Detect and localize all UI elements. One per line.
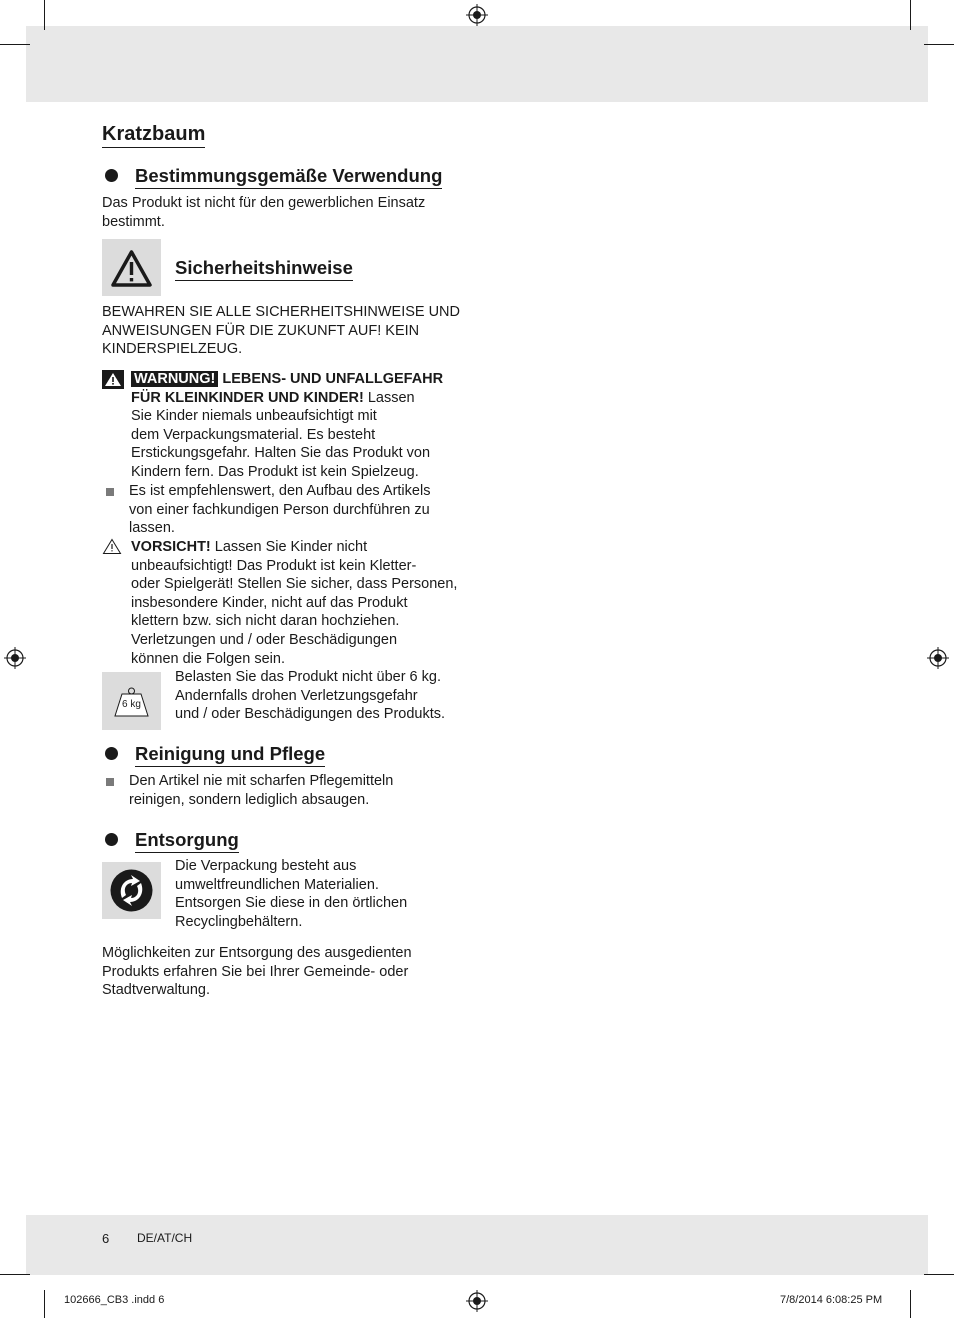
- crop-mark: [910, 0, 911, 30]
- section-heading-cleaning: Reinigung und Pflege: [135, 743, 325, 767]
- section-heading-safety: Sicherheitshinweise: [175, 257, 353, 281]
- crop-mark: [910, 1290, 911, 1318]
- weight-text: Belasten Sie das Produkt nicht über 6 kg. Andernfalls drohen Verletzungsgefahr und / oder Beschädigungen des Produkts.: [175, 669, 446, 723]
- crop-mark: [44, 1290, 45, 1318]
- caution-label: VORSICHT!: [131, 539, 211, 555]
- crop-mark: [924, 44, 954, 45]
- footer-band: [26, 1215, 928, 1275]
- safety-icon-box: [102, 239, 161, 296]
- section-bullet-icon: [105, 747, 118, 760]
- warning-small-icon: [102, 370, 124, 389]
- caution-triangle-icon: [102, 538, 122, 555]
- registration-mark-icon: [4, 647, 26, 669]
- disposal-icon-text: Die Verpackung besteht aus umweltfreundlichen Materialien. Entsorgen Sie diese in den örtlichen Recyclingbehältern.: [175, 858, 408, 930]
- header-band: [26, 26, 928, 102]
- square-bullet-icon: [106, 778, 114, 786]
- disposal-text: Möglichkeiten zur Entsorgung des ausgedienten Produkts erfahren Sie bei Ihrer Gemeinde- oder Stadtverwaltung.: [102, 945, 412, 999]
- print-slug-datetime: 7/8/2014 6:08:25 PM: [780, 1294, 883, 1306]
- section-bullet-icon: [105, 169, 118, 182]
- crop-mark: [0, 44, 30, 45]
- warning-triangle-icon: [102, 239, 161, 296]
- weight-icon-box: [102, 672, 161, 730]
- square-bullet-icon: [106, 488, 114, 496]
- print-slug-file: 102666_CB3 .indd 6: [64, 1294, 165, 1306]
- registration-mark-icon: [466, 4, 488, 26]
- section-heading-disposal: Entsorgung: [135, 829, 239, 853]
- warning-block: WARNUNG! LEBENS- UND UNFALLGEFAHR FÜR KLEINKINDER UND KINDER! Lassen Sie Kinder niemals unbeaufsichtigt mit dem Verpackungsmaterial. Es besteht Erstickungsgefahr. Halten Sie das Produkt von Kindern fern. Das Produkt ist kein Spielzeug.: [131, 371, 444, 480]
- recycling-icon-box: [102, 862, 161, 919]
- green-dot-recycling-icon: [102, 862, 161, 919]
- list-item: Es ist empfehlenswert, den Aufbau des Artikels von einer fachkundigen Person durchführen zu lassen.: [129, 483, 431, 537]
- page-number: 6: [102, 1231, 110, 1246]
- list-item: Den Artikel nie mit scharfen Pflegemitteln reinigen, sondern lediglich absaugen.: [129, 773, 394, 808]
- section-bullet-icon: [105, 833, 118, 846]
- caution-block: VORSICHT! Lassen Sie Kinder nicht unbeaufsichtigt! Das Produkt ist kein Kletter- oder Spielgerät! Stellen Sie sicher, dass Personen, insbesondere Kinder, nicht auf das Produkt klettern bzw. sich nicht daran hochziehen. Verletzungen und / oder Beschädigungen können die Folgen sein.: [131, 539, 458, 667]
- registration-mark-icon: [466, 1290, 488, 1312]
- use-text: Das Produkt ist nicht für den gewerblichen Einsatz bestimmt.: [102, 195, 426, 230]
- section-heading-use: Bestimmungsgemäße Verwendung: [135, 165, 442, 189]
- safety-caps-text: BEWAHREN SIE ALLE SICHERHEITSHINWEISE UND ANWEISUNGEN FÜR DIE ZUKUNFT AUF! KEIN KINDERSPIELZEUG.: [102, 304, 461, 358]
- warning-label: WARNUNG!: [131, 371, 218, 387]
- crop-mark: [924, 1274, 954, 1275]
- locale-label: DE/AT/CH: [137, 1231, 193, 1245]
- page-title: Kratzbaum: [102, 122, 205, 148]
- crop-mark: [0, 1274, 30, 1275]
- registration-mark-icon: [927, 647, 949, 669]
- crop-mark: [44, 0, 45, 30]
- weight-icon-label: 6 kg: [122, 699, 141, 710]
